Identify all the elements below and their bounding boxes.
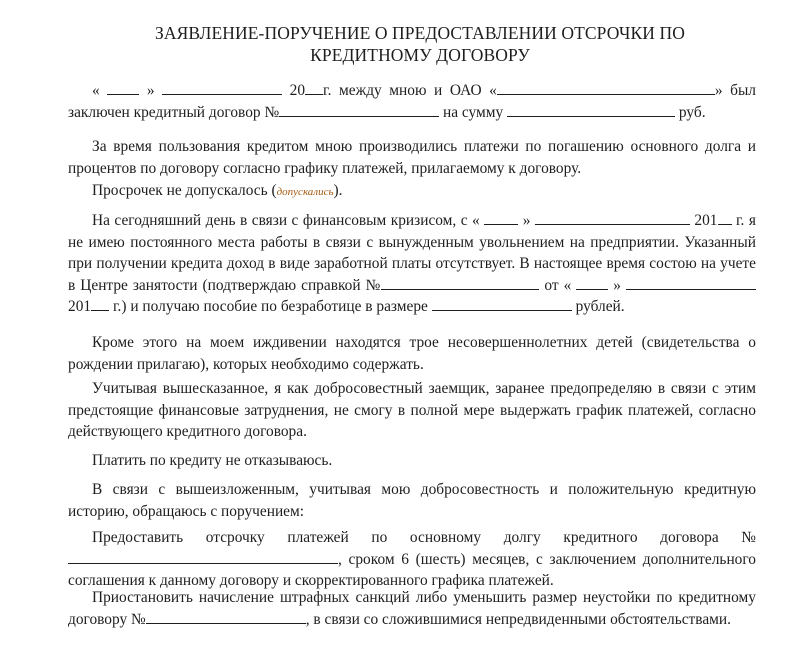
crisis-text-6: г.) и получаю пособие по безработице в размере [112, 298, 428, 315]
paragraph-deferral [68, 527, 756, 592]
contract-number-blank [279, 103, 439, 117]
no-delays-close: ). [333, 182, 343, 199]
benefit-amount-blank [432, 297, 572, 311]
no-delays-emphasis: допускались [276, 186, 334, 198]
not-refuse-text: Платить по кредиту не отказываюсь. [92, 452, 333, 469]
penalties-text-1: Приостановить начисление штрафных санкций либо уменьшить размер неустойки по кредитному договору № [68, 589, 756, 628]
request-intro-text: В связи с вышеизложенным, учитывая мою добросовестность и положительную кредитную историю, обращаюсь с поручением: [68, 481, 756, 520]
crisis-year-2: 201 [68, 298, 92, 315]
quote-open: « [92, 82, 100, 99]
contract-text-4: руб. [678, 103, 706, 121]
deferral-contract-blank [68, 550, 338, 564]
bank-name-blank [497, 81, 715, 95]
crisis-text-1: На сегодняшний день в связи с финансовым кризисом, с « [92, 212, 480, 229]
paragraph-crisis [68, 210, 756, 318]
crisis-year-blank-2 [91, 297, 109, 311]
year-prefix: 20 [289, 82, 306, 99]
crisis-year-1: 201 [694, 212, 718, 229]
certificate-month-blank [626, 276, 756, 290]
paragraph-contract [68, 80, 756, 123]
penalties-contract-blank [146, 610, 306, 624]
year-blank [305, 81, 323, 95]
crisis-month-blank [535, 211, 690, 225]
day-blank [107, 81, 139, 95]
document-title: ЗАЯВЛЕНИЕ-ПОРУЧЕНИЕ О ПРЕДОСТАВЛЕНИИ ОТСРОЧКИ ПО КРЕДИТНОМУ ДОГОВОРУ [155, 23, 685, 65]
paragraph-dependents [68, 332, 756, 375]
deferral-text-2: , сроком 6 (шесть) месяцев, с заключением дополнительного соглашения к данному договору и скорректированного графика платежей. [68, 550, 756, 589]
crisis-text-7: рублей. [575, 298, 625, 315]
considering-text: Учитывая вышесказанное, я как добросовестный заемщик, заранее предопределяю в связи с этим предстоящие финансовые затруднения, не смогу в полной мере выдержать график платежей, согласно действующего кредитного договора. [68, 380, 756, 440]
paragraph-request-intro [68, 479, 756, 522]
month-blank [162, 81, 282, 95]
contract-text-2: » был заключен кредитный договор № [68, 82, 756, 121]
crisis-text-2: » [522, 212, 531, 229]
paragraph-payments [68, 136, 756, 179]
certificate-number-blank [381, 276, 539, 290]
crisis-day-blank [484, 211, 518, 225]
dependents-text: Кроме этого на моем иждивении находятся трое несовершеннолетних детей (свидетельства о рождении прилагаю), которых необходимо содержать. [68, 334, 756, 373]
crisis-text-5: » [613, 276, 621, 294]
paragraph-not-refuse [68, 450, 756, 472]
crisis-year-blank-1 [718, 211, 732, 225]
paragraph-penalties [68, 587, 756, 630]
contract-text-1: г. между мною и ОАО « [323, 82, 497, 99]
payments-text: За время пользования кредитом мною производились платежи по погашению основного долга и процентов по договору согласно графику платежей, прилагаемому к договору. [68, 138, 756, 177]
crisis-text-3: г. я не имею постоянного места работы в связи с вынужденным увольнением на предприятии. Указанный при получении кредита доход в виде заработной платы отсутствует. В настоящее время состою на учете в Центре занятости (подтверждаю справкой № [68, 212, 756, 294]
paragraph-considering [68, 378, 756, 443]
paragraph-no-delays [68, 180, 756, 204]
contract-text-3: на сумму [442, 103, 504, 121]
deferral-text-1: Предоставить отсрочку платежей по основному долгу кредитного договора [92, 529, 719, 546]
quote-close: » [146, 82, 155, 99]
penalties-text-2: , в связи со сложившимися непредвиденными обстоятельствами. [305, 610, 731, 628]
certificate-day-blank [576, 276, 608, 290]
crisis-text-4: от « [544, 276, 572, 294]
no-delays-text: Просрочек не допускалось ( [92, 182, 277, 199]
deferral-number-sign: № [741, 529, 756, 546]
sum-blank [507, 103, 675, 117]
